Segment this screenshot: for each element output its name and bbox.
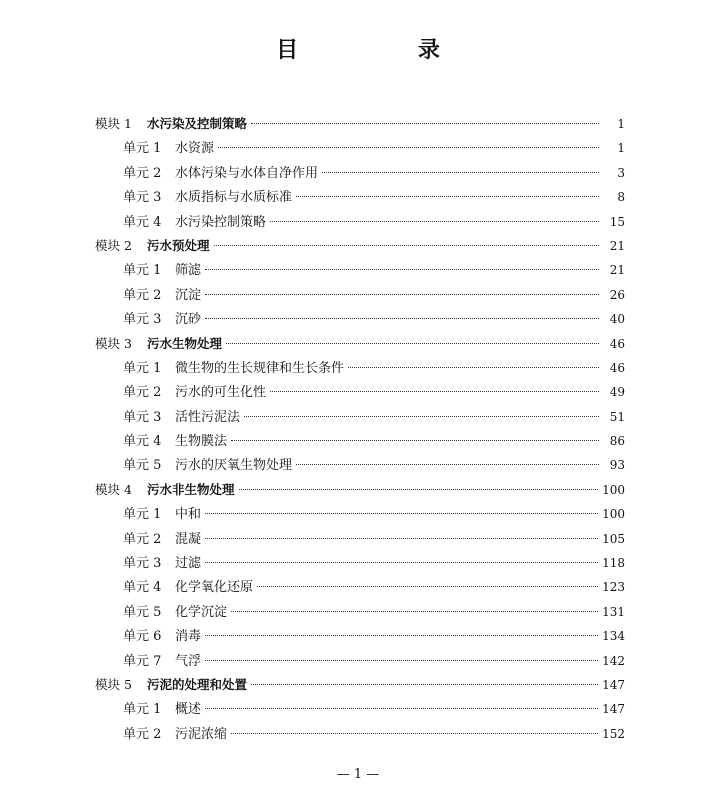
toc-entry-title: 过滤 <box>175 556 202 572</box>
toc-entry-title: 污泥的处理和处置 <box>147 676 248 692</box>
toc-entry-page: 134 <box>602 629 625 644</box>
page-title: 目 录 <box>276 38 496 63</box>
toc-unit-entry[interactable] <box>95 380 625 404</box>
toc-entry-number: 单元 1 <box>123 702 162 718</box>
toc-entry-page: 147 <box>602 677 625 692</box>
toc-entry-page: 142 <box>602 653 625 668</box>
toc-entry-number: 单元 1 <box>123 360 162 376</box>
toc-unit-entry[interactable] <box>95 405 625 429</box>
toc-entry-number: 单元 5 <box>123 458 162 474</box>
toc-leader-dots <box>205 318 599 319</box>
toc-entry-title: 化学沉淀 <box>175 604 228 620</box>
toc-entry-title: 微生物的生长规律和生长条件 <box>175 360 345 376</box>
toc-leader-dots <box>226 343 599 344</box>
toc-leader-dots <box>205 538 598 539</box>
toc-entry-title: 污水非生物处理 <box>147 481 235 497</box>
toc-entry-title: 生物膜法 <box>175 434 228 450</box>
toc-entry-number: 单元 4 <box>123 580 162 596</box>
toc-leader-dots <box>205 269 599 270</box>
toc-leader-dots <box>205 513 598 514</box>
toc-entry-page: 86 <box>609 434 625 449</box>
toc-unit-entry[interactable] <box>95 527 625 551</box>
toc-entry-page: 1 <box>617 141 625 156</box>
toc-unit-entry[interactable] <box>95 624 625 648</box>
toc-entry-number: 单元 3 <box>123 312 162 328</box>
toc-leader-dots <box>270 391 599 392</box>
toc-entry-number: 单元 3 <box>123 190 162 206</box>
toc-entry-number: 单元 3 <box>123 409 162 425</box>
toc-entry-page: 100 <box>602 482 625 497</box>
toc-entry-page: 40 <box>609 312 625 327</box>
toc-leader-dots <box>257 586 598 587</box>
toc-entry-page: 21 <box>609 238 625 253</box>
toc-entry-title: 水污染及控制策略 <box>147 116 248 131</box>
toc-entry-page: 93 <box>609 458 625 473</box>
toc-entry-page: 1 <box>617 117 625 131</box>
toc-entry-number: 单元 4 <box>123 434 162 450</box>
toc-unit-entry[interactable] <box>95 575 625 599</box>
toc-module-entry[interactable] <box>95 478 625 502</box>
toc-module-entry[interactable] <box>95 673 625 697</box>
toc-entry-number: 单元 2 <box>123 726 162 742</box>
toc-unit-entry[interactable] <box>95 502 625 526</box>
toc-leader-dots <box>239 489 599 490</box>
toc-unit-entry[interactable] <box>95 258 625 282</box>
toc-entry-page: 118 <box>602 556 625 571</box>
toc-leader-dots <box>231 733 598 734</box>
toc-entry-title: 消毒 <box>175 629 202 645</box>
toc-entry-title: 污泥浓缩 <box>175 726 228 742</box>
toc-leader-dots <box>205 708 598 709</box>
table-of-contents <box>95 112 625 746</box>
toc-entry-title: 混凝 <box>175 531 202 547</box>
toc-entry-number: 单元 2 <box>123 385 162 401</box>
toc-leader-dots <box>231 440 599 441</box>
toc-entry-page: 26 <box>609 287 625 302</box>
toc-leader-dots <box>205 294 599 295</box>
toc-leader-dots <box>218 147 599 148</box>
toc-leader-dots <box>296 196 599 197</box>
toc-entry-number: 模块 4 <box>95 481 132 497</box>
toc-leader-dots <box>296 464 599 465</box>
toc-entry-page: 152 <box>602 726 625 741</box>
toc-entry-page: 46 <box>609 360 625 375</box>
toc-entry-page: 49 <box>609 385 625 400</box>
toc-unit-entry[interactable] <box>95 453 625 477</box>
toc-entry-page: 15 <box>609 214 625 229</box>
toc-module-entry[interactable] <box>95 234 625 258</box>
toc-entry-number: 单元 5 <box>123 604 162 620</box>
toc-unit-entry[interactable] <box>95 185 625 209</box>
toc-unit-entry[interactable] <box>95 429 625 453</box>
toc-entry-title: 污水的厌氧生物处理 <box>175 458 293 474</box>
toc-entry-title: 污水生物处理 <box>147 335 223 351</box>
toc-unit-entry[interactable] <box>95 307 625 331</box>
toc-unit-entry[interactable] <box>95 722 625 746</box>
toc-leader-dots <box>322 172 599 173</box>
toc-leader-dots <box>205 635 598 636</box>
toc-leader-dots <box>251 684 598 685</box>
toc-entry-title: 水污染控制策略 <box>175 214 267 230</box>
toc-entry-number: 单元 6 <box>123 629 162 645</box>
toc-unit-entry[interactable] <box>95 697 625 721</box>
toc-entry-title: 气浮 <box>175 653 202 669</box>
toc-entry-page: 131 <box>602 604 625 619</box>
toc-unit-entry[interactable] <box>95 551 625 575</box>
toc-unit-entry[interactable] <box>95 210 625 234</box>
toc-leader-dots <box>205 660 598 661</box>
toc-leader-dots <box>251 123 599 124</box>
toc-entry-number: 单元 3 <box>123 556 162 572</box>
toc-leader-dots <box>270 221 599 222</box>
toc-leader-dots <box>205 562 598 563</box>
toc-entry-page: 147 <box>602 702 625 717</box>
toc-entry-page: 3 <box>617 165 625 180</box>
toc-entry-number: 模块 2 <box>95 237 132 253</box>
toc-entry-number: 单元 2 <box>123 165 162 181</box>
toc-unit-entry[interactable] <box>95 136 625 160</box>
toc-entry-title: 污水预处理 <box>147 237 210 253</box>
toc-unit-entry[interactable] <box>95 356 625 380</box>
toc-entry-number: 模块 5 <box>95 676 132 692</box>
toc-entry-title: 概述 <box>175 702 202 718</box>
toc-entry-page: 123 <box>602 580 625 595</box>
toc-entry-title: 沉淀 <box>175 287 202 303</box>
toc-entry-number: 单元 2 <box>123 287 162 303</box>
toc-entry-number: 单元 4 <box>123 214 162 230</box>
toc-entry-number: 单元 1 <box>123 141 162 157</box>
toc-entry-number: 模块 3 <box>95 335 132 351</box>
toc-entry-page: 46 <box>609 336 625 351</box>
toc-entry-page: 21 <box>609 263 625 278</box>
toc-entry-title: 水质指标与水质标准 <box>175 190 293 206</box>
toc-leader-dots <box>244 416 599 417</box>
toc-unit-entry[interactable] <box>95 283 625 307</box>
toc-unit-entry[interactable] <box>95 600 625 624</box>
toc-leader-dots <box>348 367 599 368</box>
toc-entry-title: 沉砂 <box>175 312 202 328</box>
toc-module-entry[interactable] <box>95 332 625 356</box>
toc-entry-page: 51 <box>609 409 625 424</box>
toc-entry-number: 单元 2 <box>123 531 162 547</box>
toc-unit-entry[interactable] <box>95 649 625 673</box>
toc-unit-entry[interactable] <box>95 161 625 185</box>
toc-entry-title: 中和 <box>175 507 202 523</box>
toc-entry-page: 105 <box>602 531 625 546</box>
page-number: — 1 — <box>336 767 380 782</box>
toc-entry-title: 水体污染与水体自净作用 <box>175 165 319 181</box>
toc-entry-title: 化学氧化还原 <box>175 580 254 596</box>
toc-module-entry[interactable] <box>95 112 625 136</box>
toc-entry-number: 单元 1 <box>123 507 162 523</box>
toc-entry-page: 100 <box>602 507 625 522</box>
toc-leader-dots <box>214 245 599 246</box>
toc-entry-page: 8 <box>617 190 625 205</box>
toc-leader-dots <box>231 611 598 612</box>
toc-entry-title: 水资源 <box>175 141 215 157</box>
toc-entry-number: 单元 1 <box>123 263 162 279</box>
toc-entry-title: 污水的可生化性 <box>175 385 267 401</box>
toc-entry-title: 活性污泥法 <box>175 409 241 425</box>
toc-entry-number: 单元 7 <box>123 653 162 669</box>
toc-entry-title: 筛滤 <box>175 263 202 279</box>
toc-entry-number: 模块 1 <box>95 116 132 131</box>
